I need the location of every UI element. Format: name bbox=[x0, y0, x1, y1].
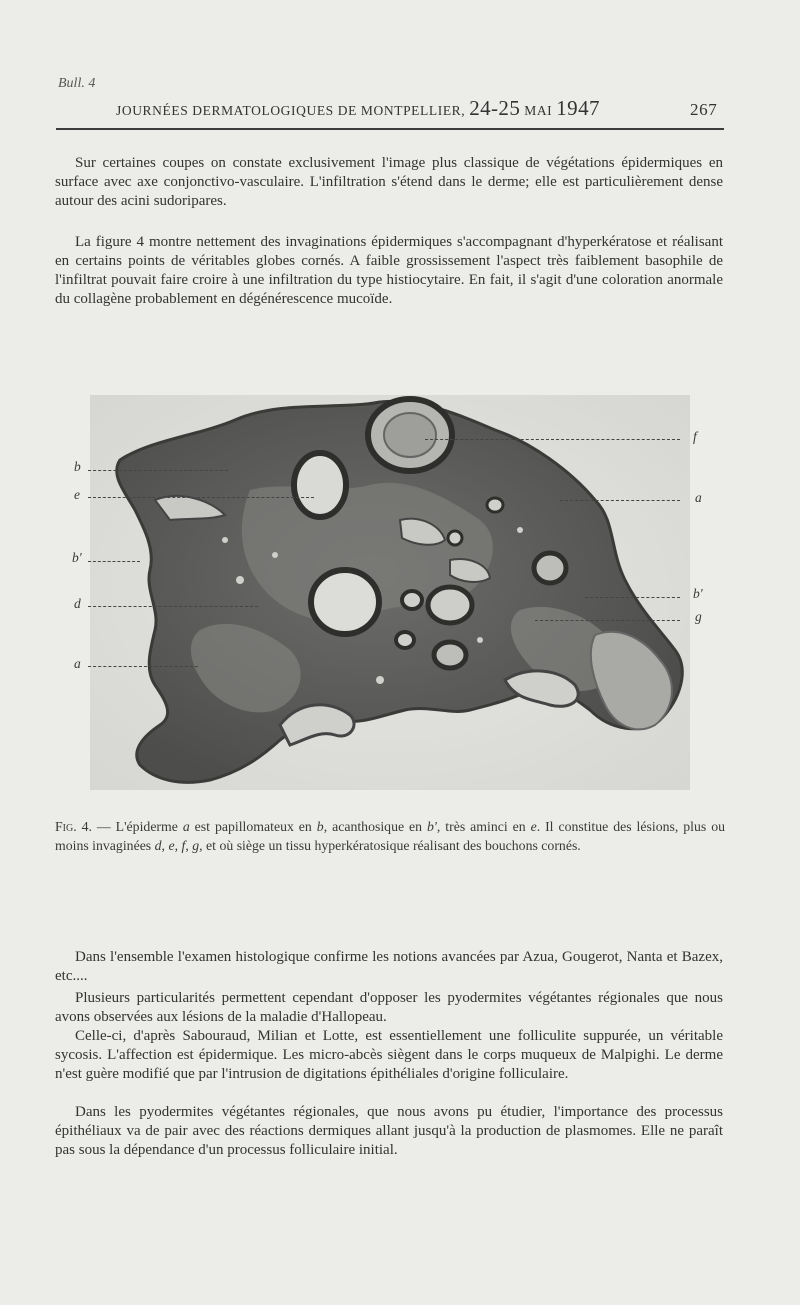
header-title: JOURNÉES DERMATOLOGIQUES DE MONTPELLIER, bbox=[116, 103, 466, 118]
leader-line bbox=[88, 666, 198, 667]
leader-line bbox=[88, 561, 140, 562]
figure-label-a: a bbox=[74, 656, 81, 671]
caption-text: , bbox=[185, 838, 193, 853]
paragraph: Dans l'ensemble l'examen histologique confirme les notions avancées par Azua, Gougerot, Nanta et Bazex, etc.... bbox=[55, 949, 723, 984]
caption-text: . Il constitue des lésions, plus ou moins invaginées bbox=[55, 819, 725, 853]
figure-label-f: f bbox=[693, 429, 697, 444]
header-month: MAI bbox=[524, 103, 553, 118]
leader-line bbox=[585, 597, 680, 598]
caption-letter: e bbox=[168, 838, 175, 853]
page-number: 267 bbox=[690, 100, 718, 119]
histology-micrograph bbox=[50, 380, 740, 800]
caption-letter: b bbox=[316, 819, 324, 834]
header-rule bbox=[56, 128, 724, 130]
figure-label-b-prime: b' bbox=[72, 550, 82, 565]
caption-text: , bbox=[174, 838, 182, 853]
figure-label-b-prime: b' bbox=[693, 586, 703, 601]
paragraph: Sur certaines coupes on constate exclusivement l'image plus classique de végétations épidermiques en surface avec axe conjonctivo-vasculaire. L'infiltration s'étend dans le derme; elle est particulièrement dense autour des acini sudoripares. bbox=[55, 155, 723, 209]
micrograph-image bbox=[50, 380, 740, 800]
leader-line bbox=[560, 500, 680, 501]
header-dates: 24-25 bbox=[469, 96, 521, 120]
caption-text: — L'épiderme bbox=[91, 819, 183, 834]
caption-letter: b' bbox=[427, 819, 437, 834]
leader-line bbox=[88, 497, 314, 498]
caption-text: , acanthosique en bbox=[323, 819, 428, 834]
figure-label-d: d bbox=[74, 596, 81, 611]
paragraph: Dans les pyodermites végétantes régionales, que nous avons pu étudier, l'importance des processus épithéliaux va de pair avec des réactions dermiques allant jusqu'à la production de plasmomes. Elle ne paraît pas sous la dépendance d'un processus folliculaire initial. bbox=[55, 1104, 723, 1158]
figure-label-b: b bbox=[74, 459, 81, 474]
paragraph: Celle-ci, d'après Sabouraud, Milian et Lotte, est essentiellement une folliculite suppurée, un véritable sycosis. L'affection est épidermique. Les micro-abcès siègent dans le corps muqueux de Malpighi. Le derme n'est guère modifié que par l'intrusion de digitations épithéliales d'origine folliculaire. bbox=[55, 1028, 723, 1082]
figure-label-a: a bbox=[695, 490, 702, 505]
figure-label-g: g bbox=[695, 609, 702, 624]
caption-letter: f bbox=[181, 838, 186, 853]
caption-letter: a bbox=[182, 819, 190, 834]
figure-label-e: e bbox=[74, 487, 80, 502]
leader-line bbox=[535, 620, 680, 621]
paragraph: La figure 4 montre nettement des invaginations épidermiques s'accompagnant d'hyperkératose et réalisant en certains points de véritables globes cornés. A faible grossissement l'aspect très faiblement basophile de l'infiltrat pouvait faire croire à une infiltration du type histiocytaire. En fait, il s'agit d'une coloration anormale du collagène probablement en dégénérescence mucoïde. bbox=[55, 234, 723, 307]
caption-text: , très aminci en bbox=[436, 819, 531, 834]
caption-letter: d bbox=[154, 838, 162, 853]
caption-fig-number: Fig. 4. bbox=[55, 819, 92, 834]
caption-letter: e bbox=[530, 819, 537, 834]
caption-text: , bbox=[161, 838, 169, 853]
figure-caption bbox=[55, 817, 725, 855]
caption-text: , et où siège un tissu hyperkératosique réalisant des bouchons cornés. bbox=[199, 838, 581, 853]
header-year: 1947 bbox=[556, 96, 600, 120]
paragraph: Plusieurs particularités permettent cependant d'opposer les pyodermites végétantes régionales que nous avons observées aux lésions de la maladie d'Hallopeau. bbox=[55, 990, 723, 1025]
caption-letter: g bbox=[192, 838, 200, 853]
bulletin-reference: Bull. 4 bbox=[58, 76, 96, 91]
caption-text: est papillomateux en bbox=[189, 819, 317, 834]
running-header bbox=[116, 96, 736, 121]
leader-line bbox=[88, 606, 258, 607]
leader-line bbox=[88, 470, 228, 471]
leader-line bbox=[425, 439, 680, 440]
